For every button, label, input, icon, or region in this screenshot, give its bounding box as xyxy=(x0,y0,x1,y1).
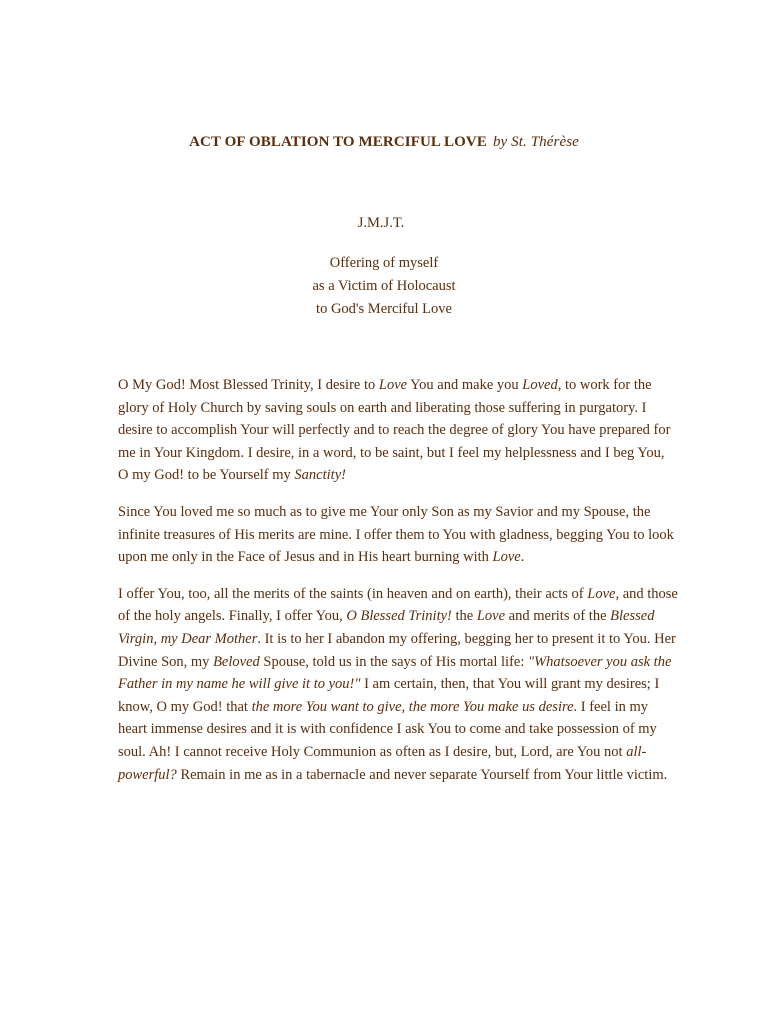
paragraph-text: . I feel in my heart immense desires and it is with confidence I ask You to come and take possession of my soul. Ah! I cannot receive Holy Communion as often as I desire, but, Lord, are You not xyxy=(118,698,657,760)
emphasized-text: Love xyxy=(378,377,408,393)
offering-line-1: Offering of myself xyxy=(329,255,439,271)
emphasized-text: Love xyxy=(492,549,521,566)
prayer-paragraph-1 xyxy=(118,374,678,487)
paragraph-text: Spouse, told us in the says of His mortal life: xyxy=(259,653,528,670)
paragraph-text: . xyxy=(520,549,525,566)
prayer-paragraph-3 xyxy=(118,583,678,786)
emphasized-text: "Whatsoever you ask the Father in my name he will give it to you!" xyxy=(118,653,672,693)
document-author: by St. Thérèse xyxy=(492,134,579,150)
emphasized-text: Love xyxy=(587,585,616,602)
paragraph-text: the xyxy=(451,608,477,625)
dedication-initials: J.M.J.T. xyxy=(357,215,405,231)
paragraph-text: I am certain, then, that You will grant my desires; I know, O my God! that xyxy=(118,676,660,715)
emphasized-text: Blessed Virgin, my Dear Mother xyxy=(118,608,655,647)
emphasized-text: Love xyxy=(476,608,506,625)
paragraph-text: . It is to her I abandon my offering, begging her to present it to You. Her Divine Son, my xyxy=(118,630,676,670)
offering-heading xyxy=(284,252,484,321)
emphasized-text: the more You want to give, the more You make us desire xyxy=(251,698,574,715)
paragraph-text: , and those of the holy angels. Finally, I offer You, xyxy=(118,585,678,625)
emphasized-text: O Blessed Trinity! xyxy=(346,608,452,625)
paragraph-text: , to work for the glory of Holy Church by saving souls on earth and liberating those suffering in purgatory. I desire to accomplish Your will perfectly and to reach the degree of glory You have prepared for me in Your Kingdom. I desire, in a word, to be saint, but I feel my helplessness and I beg You, O my God! to be Yourself my xyxy=(118,377,671,484)
emphasized-text: Beloved xyxy=(213,653,260,670)
paragraph-text: Since You loved me so much as to give me Your only Son as my Savior and my Spouse, the infinite treasures of His merits are mine. I offer them to You with gladness, begging You to look upon me only in the Face of Jesus and in His heart burning with xyxy=(118,503,674,566)
offering-line-3: to God's Merciful Love xyxy=(316,301,452,317)
paragraph-text: O My God! Most Blessed Trinity, I desire to xyxy=(118,377,379,393)
prayer-paragraph-2 xyxy=(118,501,678,569)
prayer-body xyxy=(118,374,678,800)
emphasized-text: Sanctity! xyxy=(294,467,346,484)
paragraph-text: and merits of the xyxy=(505,608,611,625)
document-title-line xyxy=(0,134,768,151)
emphasized-text: all-powerful? xyxy=(118,743,647,783)
paragraph-text: I offer You, too, all the merits of the saints (in heaven and on earth), their acts of xyxy=(118,585,588,602)
paragraph-text: Remain in me as in a tabernacle and never separate Yourself from Your little victim. xyxy=(176,766,668,783)
offering-line-2: as a Victim of Holocaust xyxy=(312,278,456,294)
paragraph-text: You and make you xyxy=(407,377,523,393)
document-title: ACT OF OBLATION TO MERCIFUL LOVE xyxy=(189,134,487,150)
emphasized-text: Loved xyxy=(522,377,558,393)
